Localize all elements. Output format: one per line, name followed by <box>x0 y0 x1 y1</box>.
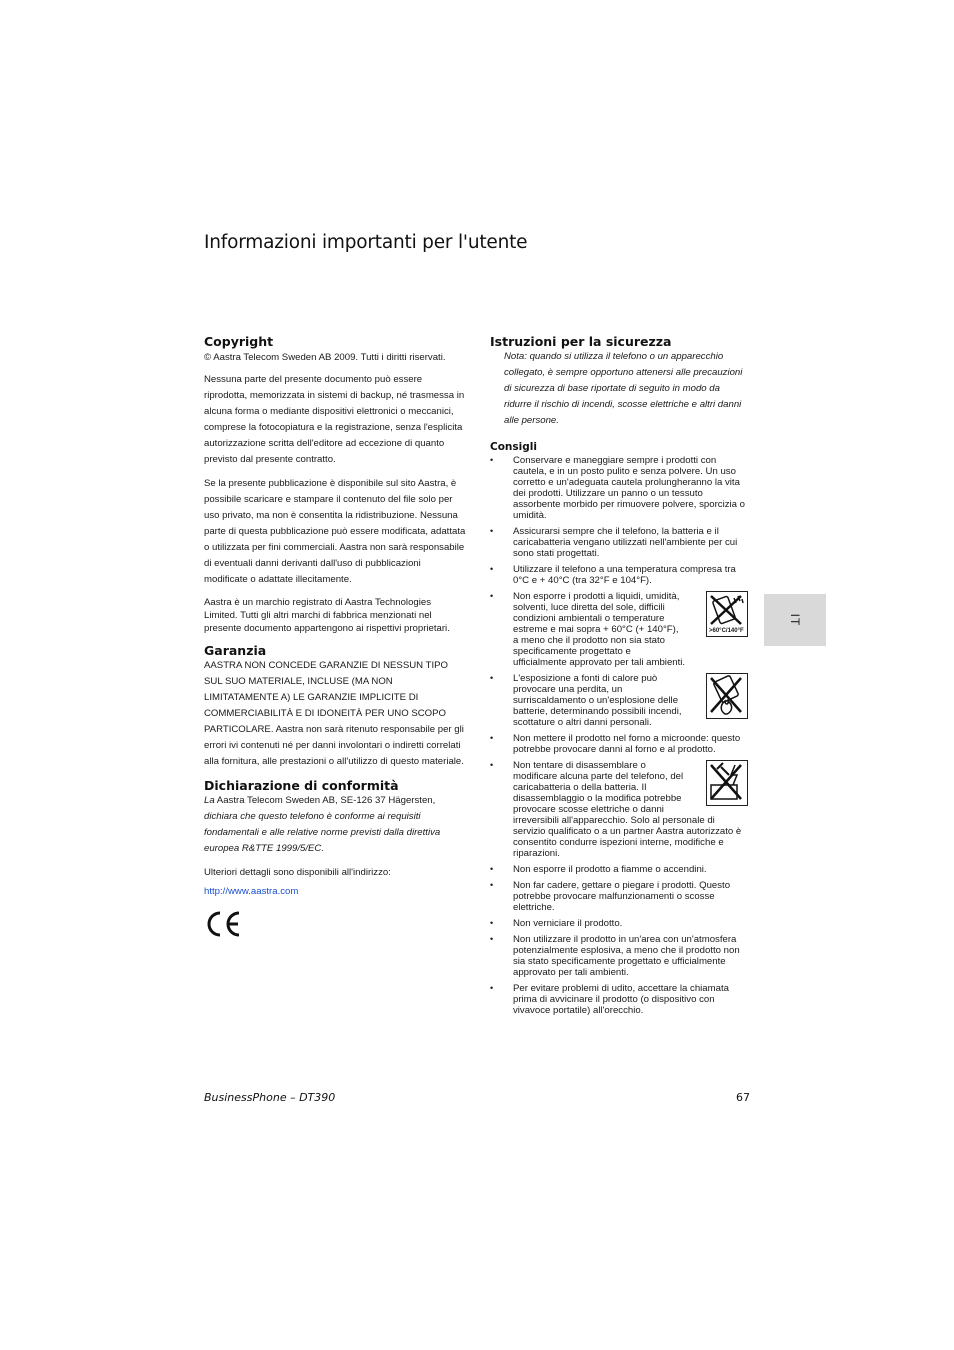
conformita-heading: Dichiarazione di conformità <box>204 778 399 793</box>
list-item-with-icon <box>490 591 748 668</box>
conformita-company: Aastra Telecom Sweden AB, SE-126 37 Hägersten, <box>214 795 436 806</box>
list-item: • Per evitare problemi di udito, accettare la chiamata prima di avvicinare il prodotto (o dispositivo con vivavoce portatile) all'orecchio. <box>490 983 748 1016</box>
copyright-line: © Aastra Telecom Sweden AB 2009. Tutti i diritti riservati. <box>204 352 446 363</box>
consigli-list <box>490 455 748 1016</box>
list-item-text: L'esposizione a fonti di calore può provocare una perdita, un surriscaldamento o un'esplosione delle batterie, determinando possibili incendi, scottature o altri danni personali. <box>513 673 682 728</box>
no-fire-warning-icon <box>706 673 748 719</box>
icon-caption: >60°C/140°F <box>709 628 744 634</box>
footer-product-name: BusinessPhone – DT390 <box>204 1091 336 1104</box>
conformita-declaration: dichiara che questo telefono è conforme ai requisiti fondamentali e alle relative norme previsti dalla direttiva europea R&TTE 1999/5/EC. <box>204 811 441 854</box>
language-tab-label: IT <box>788 613 802 627</box>
page-title: Informazioni importanti per l'utente <box>204 232 528 253</box>
conformita-prefix: La <box>204 795 215 806</box>
garanzia-text: AASTRA NON CONCEDE GARANZIE DI NESSUN TIPO SUL SUO MATERIALE, INCLUSE (MA NON LIMITATAMENTE A) LE GARANZIE IMPLICITE DI COMMERCIABILITÀ E DI IDONEITÀ PER UNO SCOPO PARTICOLARE. Aastra non sarà ritenuto responsabile per gli errori ivi contenuti né per danni involontari o indiretti correlati alla fornitura, alle prestazioni o all'utilizzo di questo materiale. <box>204 660 464 767</box>
right-column <box>490 334 748 1021</box>
copyright-paragraph-2: Se la presente pubblicazione è disponibile sul sito Aastra, è possibile scaricare e stampare il contenuto del file solo per uso privato, ma non è consentita la ridistribuzione. Nessuna parte di questa pubblicazione può essere modificata, adattata o utilizzata per fini commerciali. Aastra non sarà responsabile di eventuali danni derivanti dall'uso di pubblicazioni modificate o adattate illecitamente. <box>204 478 466 585</box>
list-item: • Non esporre il prodotto a fiamme o accendini. <box>490 864 748 875</box>
list-item: • Conservare e maneggiare sempre i prodotti con cautela, e in un posto pulito e senza polvere. Un uso corretto e un'adeguata cautela prolungheranno la vita dei prodotti. Utilizzare un panno o un tessuto assorbente morbido per rimuovere polvere, sporcizia o umidità. <box>490 455 748 521</box>
language-tab <box>764 594 826 646</box>
consigli-heading: Consigli <box>490 441 537 453</box>
no-liquids-heat-warning-icon <box>706 591 748 637</box>
copyright-heading: Copyright <box>204 334 274 349</box>
list-item: • Assicurarsi sempre che il telefono, la batteria e il caricabatteria vengano utilizzati nell'ambiente per cui sono stati progettati. <box>490 526 748 559</box>
conformita-more-info: Ulteriori dettagli sono disponibili all'indirizzo: <box>204 867 391 878</box>
list-item: • Non utilizzare il prodotto in un'area con un'atmosfera potenzialmente esplosiva, a meno che il prodotto non sia stato specificamente progettato e ufficialmente approvato per tali ambienti. <box>490 934 748 978</box>
copyright-paragraph-3: Aastra è un marchio registrato di Aastra Technologies Limited. Tutti gli altri marchi di fabbrica menzionati nel presente documento appartengono ai rispettivi proprietari. <box>204 597 450 634</box>
aastra-website-link[interactable]: http://www.aastra.com <box>204 886 299 897</box>
left-column <box>204 334 466 939</box>
list-item: • Non mettere il prodotto nel forno a microonde: questo potrebbe provocare danni al forno e al prodotto. <box>490 733 748 755</box>
copyright-paragraph-1: Nessuna parte del presente documento può essere riprodotta, memorizzata in sistemi di backup, né trasmessa in alcuna forma o mediante dispositivi elettronici o meccanici, comprese la fotocopiatura e la registrazione, senza l'esplicita autorizzazione scritta dell'editore ad eccezione di quanto previsto dal presente contratto. <box>204 374 465 465</box>
list-item: • Non verniciare il prodotto. <box>490 918 748 929</box>
list-item-with-icon <box>490 673 748 728</box>
list-item: • Non far cadere, gettare o piegare i prodotti. Questo potrebbe provocare malfunzionamenti o scosse elettriche. <box>490 880 748 913</box>
sicurezza-note: Nota: quando si utilizza il telefono o un apparecchio collegato, è sempre opportuno attenersi alle precauzioni di sicurezza di base riportate di seguito in modo da ridurre il rischio di incendi, scosse elettriche e altri danni alle persone. <box>504 351 743 426</box>
page-number: 67 <box>736 1091 750 1104</box>
list-item: • Utilizzare il telefono a una temperatura compresa tra 0°C e + 40°C (tra 32°F e 104°F). <box>490 564 748 586</box>
sicurezza-heading: Istruzioni per la sicurezza <box>490 334 672 349</box>
no-disassembly-warning-icon <box>706 760 748 806</box>
list-item-with-icon <box>490 760 748 859</box>
conformita-company-line <box>204 793 466 809</box>
garanzia-heading: Garanzia <box>204 643 267 658</box>
list-item-text: Non esporre i prodotti a liquidi, umidità, solventi, luce diretta del sole, difficili condizioni ambientali o temperature estreme e mai sopra + 60°C (+ 140°F), a meno che il prodotto non sia stato specificamente progettato e ufficialmente approvato per tali ambienti. <box>513 591 686 668</box>
list-item-text: Non tentare di disassemblare o modificare alcuna parte del telefono, del caricabatteria o della batteria. Il disassemblaggio o la modifica potrebbe provocare scosse elettriche o danni irreversibili all'apparecchio. Solo al personale di servizio qualificato o a un partner Aastra autorizzato è consentito condurre ispezioni interne, modifiche e riparazioni. <box>513 760 742 859</box>
ce-mark-icon <box>204 909 244 939</box>
